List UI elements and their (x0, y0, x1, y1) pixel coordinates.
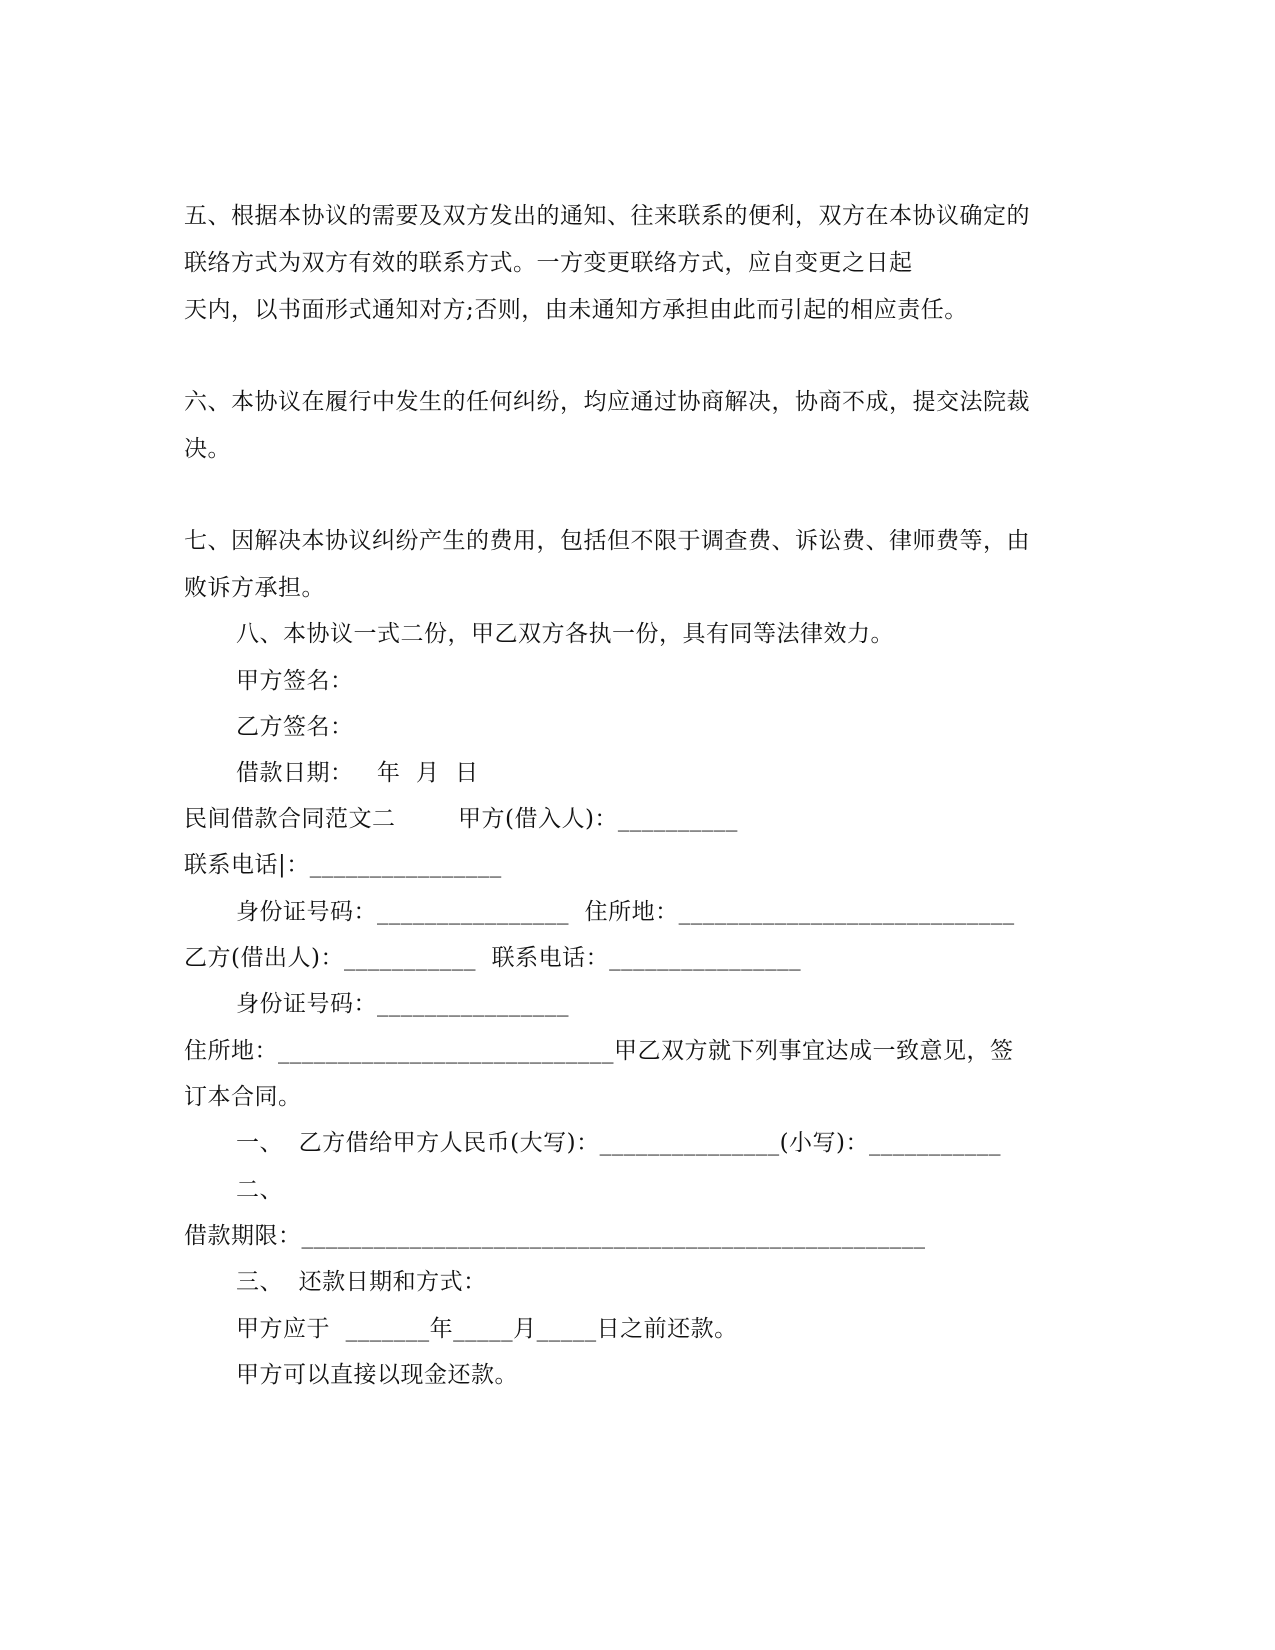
party-a-id-address: 身份证号码：________________ 住所地：____________________________ (236, 899, 1015, 925)
item-2: 二、 (236, 1177, 283, 1203)
party-b-address-line-2: 订本合同。 (184, 1084, 302, 1110)
clause-5-line-3: 天内，以书面形式通知对方;否则，由未通知方承担由此而引起的相应责任。 (184, 297, 968, 323)
party-b-signature: 乙方签名： (236, 714, 354, 740)
clause-7-line-1: 七、因解决本协议纠纷产生的费用，包括但不限于调查费、诉讼费、律师费等，由 (184, 528, 1030, 554)
repay-date: 甲方应于 _______年_____月_____日之前还款。 (236, 1316, 738, 1342)
party-a-phone: 联系电话|：________________ (184, 852, 502, 878)
clause-5-line-2: 联络方式为双方有效的联系方式。一方变更联络方式，应自变更之日起 (184, 250, 913, 276)
party-b-line: 乙方(借出人)：___________ 联系电话：________________ (184, 945, 802, 971)
clause-6-line-2: 决。 (184, 436, 231, 462)
contract-2-title-line: 民间借款合同范文二 甲方(借入人)：__________ (184, 806, 738, 832)
item-1-amount: 一、 乙方借给甲方人民币(大写)：_______________(小写)：___________ (236, 1130, 1002, 1156)
item-3-repayment: 三、 还款日期和方式： (236, 1269, 487, 1295)
loan-date: 借款日期： 年 月 日 (236, 760, 479, 786)
clause-5-line-1: 五、根据本协议的需要及双方发出的通知、往来联系的便利，双方在本协议确定的 (184, 203, 1030, 229)
party-b-address-line-1: 住所地：____________________________甲乙双方就下列事宜达成一致意见，签 (184, 1038, 1014, 1064)
party-a-signature: 甲方签名： (236, 668, 354, 694)
repay-cash: 甲方可以直接以现金还款。 (236, 1362, 518, 1388)
clause-6-line-1: 六、本协议在履行中发生的任何纠纷，均应通过协商解决，协商不成，提交法院裁 (184, 389, 1030, 415)
clause-7-line-2: 败诉方承担。 (184, 575, 325, 601)
clause-8: 八、本协议一式二份，甲乙双方各执一份，具有同等法律效力。 (236, 621, 894, 647)
party-b-id: 身份证号码：________________ (236, 991, 569, 1017)
loan-term: 借款期限：____________________________________________________ (184, 1223, 926, 1249)
